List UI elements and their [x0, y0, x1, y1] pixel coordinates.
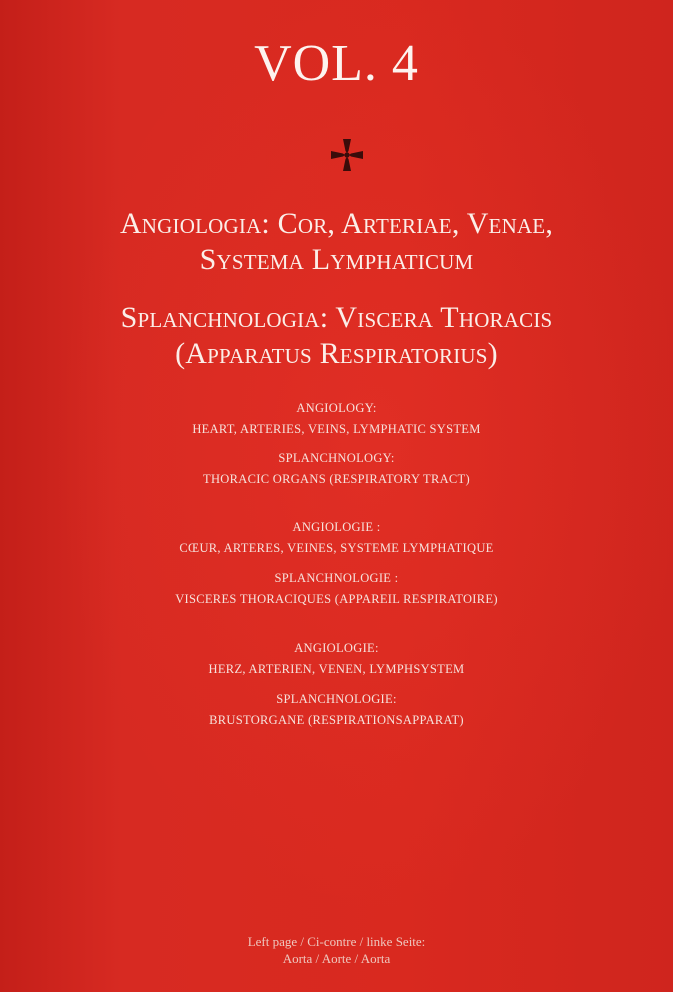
german-splanchnologie-text: BRUSTORGANE (RESPIRATIONSAPPARAT)	[209, 713, 464, 727]
french-angiologie-heading: ANGIOLOGIE :	[292, 520, 381, 534]
footer-caption	[0, 933, 673, 967]
french-angiologie-text: CŒUR, ARTERES, VEINES, SYSTEME LYMPHATIQUE	[179, 541, 494, 555]
footer-caption-line-1: Left page / Ci-contre / linke Seite:	[247, 934, 426, 949]
cross-pattee-icon	[330, 138, 364, 172]
english-splanchnology-text: THORACIC ORGANS (RESPIRATORY TRACT)	[203, 472, 470, 486]
german-angiologie-text: HERZ, ARTERIEN, VENEN, LYMPHSYSTEM	[208, 662, 465, 676]
german-splanchnologie-heading: SPLANCHNOLOGIE:	[276, 692, 397, 706]
english-splanchnology-heading: SPLANCHNOLOGY:	[278, 451, 395, 465]
latin-title-splanchnologia	[0, 300, 673, 372]
german-splanchnologie	[0, 692, 673, 728]
footer-caption-line-2: Aorta / Aorte / Aorta	[282, 951, 391, 966]
french-splanchnologie	[0, 571, 673, 607]
english-angiology	[0, 401, 673, 437]
german-angiologie	[0, 641, 673, 677]
latin-title-angiologia-text: Angiologia: Cor, Arteriae, Venae, Systema Lymphaticum	[119, 207, 554, 276]
french-splanchnologie-text: VISCERES THORACIQUES (APPAREIL RESPIRATOIRE)	[175, 592, 498, 606]
french-angiologie	[0, 520, 673, 556]
english-splanchnology	[0, 451, 673, 487]
german-angiologie-heading: ANGIOLOGIE:	[294, 641, 379, 655]
latin-title-angiologia	[0, 206, 673, 278]
volume-title: VOL. 4	[254, 35, 419, 92]
english-angiology-text: HEART, ARTERIES, VEINS, LYMPHATIC SYSTEM	[192, 422, 481, 436]
english-angiology-heading: ANGIOLOGY:	[296, 401, 377, 415]
latin-title-splanchnologia-text: Splanchnologia: Viscera Thoracis (Apparatus Respiratorius)	[120, 301, 553, 370]
french-splanchnologie-heading: SPLANCHNOLOGIE :	[274, 571, 399, 585]
